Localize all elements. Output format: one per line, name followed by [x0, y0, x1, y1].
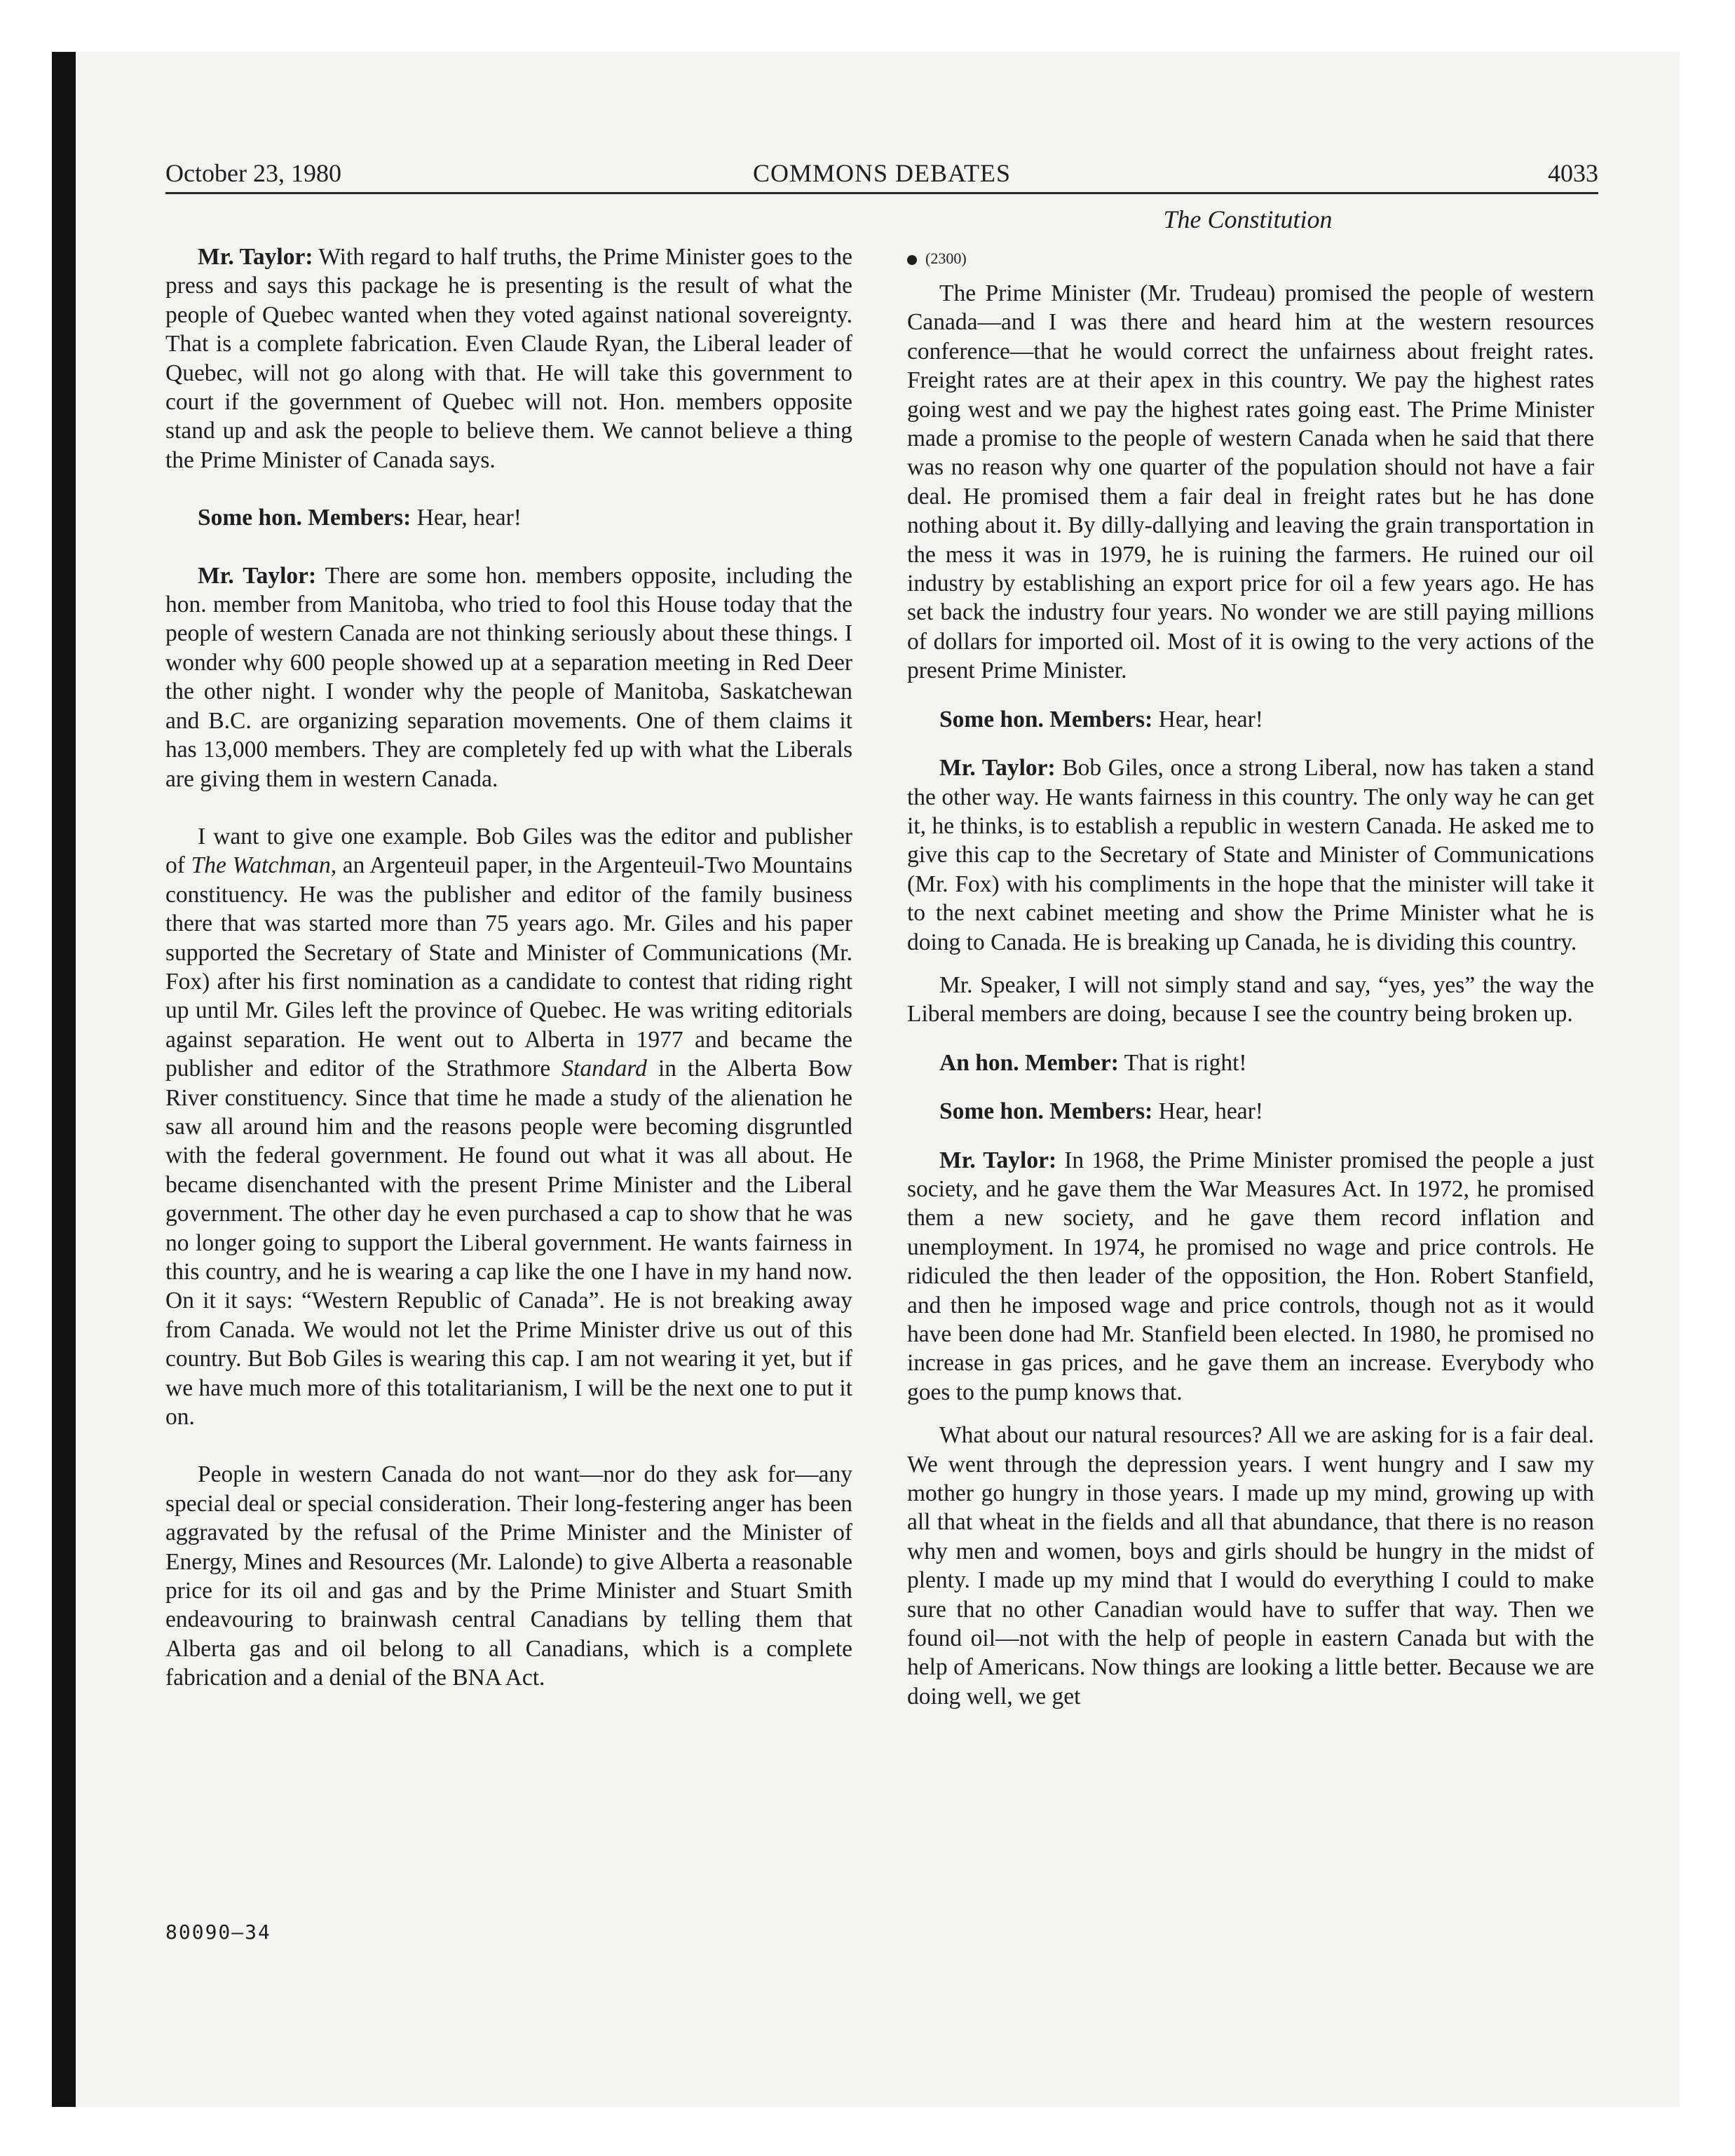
speaker-name: Some hon. Members: — [198, 505, 411, 531]
header-date: October 23, 1980 — [165, 159, 341, 187]
speaker-name: Some hon. Members: — [939, 1098, 1153, 1125]
speaker-name: Some hon. Members: — [939, 706, 1153, 732]
speech-text: What about our natural resources? All we are asking for is a fair deal. We went through the depression years. I went hungry and I saw my mother go hungry in those years. I made up my mind, growing up with all that wheat in the fields and all that abundance, that there is no reason why men and women, boys and girls should be hungry in the midst of plenty. I made up my mind that I would do everything I could to make sure that no other Canadian would have to suffer that way. Then we found oil—not with the help of people in eastern Canada but with the help of Americans. Now things are looking a little better. Because we are doing well, we get — [907, 1422, 1594, 1710]
speaker-name: Mr. Taylor: — [939, 755, 1056, 782]
speech-text: With regard to half truths, the Prime Minister goes to the press and says this package he is presenting is the result of what the people of Quebec wanted when they voted against national sovereignty. That is a complete fabrication. Even Claude Ryan, the Liberal leader of Quebec, will not go along with that. He will take this government to court if the government of Quebec will not. Hon. members opposite stand up and ask the people to believe them. We cannot believe a thing the Prime Minister of Canada says. — [165, 244, 852, 473]
paragraph — [165, 1460, 852, 1692]
header-journal-title: COMMONS DEBATES — [752, 159, 1012, 187]
section-title: The Constitution — [1163, 205, 1333, 233]
left-column — [165, 243, 852, 1693]
paragraph — [907, 971, 1594, 1029]
speech-text: People in western Canada do not want—nor do they ask for—any special deal or special consideration. Their long-festering anger has been aggravated by the refusal of the Prime Minister and the Minister of Energy, Mines and Resources (Mr. Lalonde) to give Alberta a reasonable price for its oil and gas and by the Prime Minister and Stuart Smith endeavouring to brainwash central Canadians by telling them that Alberta gas and oil belong to all Canadians, which is a complete fabrication and a denial of the BNA Act. — [165, 1461, 852, 1691]
paragraph — [165, 561, 852, 793]
speech-text: The Prime Minister (Mr. Trudeau) promised the people of western Canada—and I was there and heard him at the western resources conference—that he would correct the unfairness about freight rates. Freight rates are at their apex in this country. We pay the highest rates going west and we pay the highest rates going east. The Prime Minister made a promise to the people of western Canada when he said that there was no reason why one quarter of the population should not have a fair deal. He promised them a fair deal in freight rates but he has done nothing about it. By dilly-dallying and leaving the grain transportation in the mess it was in 1979, he is ruining the farmers. He ruined our oil industry by establishing an export price for oil a few years ago. He has set back the industry four years. No wonder we are still paying millions of dollars for imported oil. Most of it is owing to the very actions of the present Prime Minister. — [907, 280, 1594, 684]
newspaper-title: Standard — [562, 1056, 647, 1082]
paragraph — [165, 503, 852, 532]
paragraph — [907, 1097, 1594, 1126]
right-column — [907, 243, 1594, 1711]
page-header — [165, 156, 1598, 194]
speech-text: Hear, hear! — [1158, 706, 1263, 732]
paragraph — [907, 1049, 1594, 1077]
speech-text: That is right! — [1124, 1049, 1247, 1076]
speech-text: in the Alberta Bow River constituency. Since that time he made a study of the alienation he saw all around him and the reasons people were becoming disgruntled with the federal government. He found out what it was all about. He became disenchanted with the present Prime Minister and the Liberal government. The other day he even purchased a cap to show that he was no longer going to support the Liberal government. He wants fairness in this country, and he is wearing a cap like the one I have in my hand now. On it it says: “Western Republic of Canada”. He is not breaking away from Canada. We would not let the Prime Minister drive us out of this country. But Bob Giles is wearing this cap. I am not wearing it yet, but if we have much more of this totalitarianism, I will be the next one to put it on. — [165, 1056, 853, 1431]
speech-text: Hear, hear! — [416, 505, 522, 531]
scan-binding-edge — [52, 52, 76, 2107]
paragraph — [907, 1421, 1594, 1711]
time-marker — [907, 248, 1594, 269]
speaker-name: Mr. Taylor: — [198, 244, 313, 270]
speaker-name: An hon. Member: — [939, 1049, 1119, 1076]
speech-text: Bob Giles, once a strong Liberal, now has taken a stand the other way. He wants fairness in this country. The only way he can get it, he thinks, is to establish a republic in western Canada. He asked me to give this cap to the Secretary of State and Minister of Communications (Mr. Fox) with his compliments in the hope that the minister will take it to the next cabinet meeting and show the Prime Minister what he is doing to Canada. He is breaking up Canada, he is dividing this country. — [907, 755, 1594, 955]
bullet-icon — [907, 255, 917, 265]
speech-text: Hear, hear! — [1158, 1098, 1263, 1125]
paragraph — [165, 822, 852, 1432]
speech-text: I want to give one example. Bob Giles was the editor and publisher of — [165, 823, 852, 879]
speaker-name: Mr. Taylor: — [198, 562, 317, 589]
paragraph — [907, 705, 1594, 734]
paragraph — [907, 1146, 1594, 1407]
speech-text: Mr. Speaker, I will not simply stand and say, “yes, yes” the way the Liberal members are doing, because I see the country being broken up. — [907, 971, 1594, 1028]
time-marker-text: (2300) — [925, 250, 967, 267]
speech-text: There are some hon. members opposite, including the hon. member from Manitoba, who tried to fool this House today that the people of western Canada are not thinking seriously about these things. I wonder why 600 people showed up at a separation meeting in Red Deer the other night. I wonder why the people of Manitoba, Saskatchewan and B.C. are organizing separation movements. One of them claims it has 13,000 members. They are completely fed up with what the Liberals are giving them in western Canada. — [165, 562, 852, 792]
paragraph — [907, 279, 1594, 685]
newspaper-title: The Watchman, — [191, 852, 337, 879]
speech-text: In 1968, the Prime Minister promised the people a just society, and he gave them the War Measures Act. In 1972, he promised them a new society, and he gave them record inflation and unemployment. In 1974, he promised no wage and price controls. He ridiculed the then leader of the opposition, the Hon. Robert Stanfield, and then he imposed wage and price controls, though not as it would have been done had Mr. Stanfield been elected. In 1980, he promised no increase in gas prices, and he gave them an increase. Everybody who goes to the pump knows that. — [907, 1147, 1594, 1405]
header-page-number: 4033 — [1548, 159, 1598, 187]
paragraph — [907, 753, 1594, 957]
footer-code: 80090—34 — [165, 1920, 271, 1944]
speech-text: an Argenteuil paper, in the Argenteuil-Two Mountains constituency. He was the publisher and editor of the family business there that was started more than 75 years ago. Mr. Giles and his paper supported the Secretary of State and Minister of Communications (Mr. Fox) after his first nomination as a candidate to contest that riding right up until Mr. Giles left the province of Quebec. He was writing editorials against separation. He went out to Alberta in 1977 and became the publisher and editor of the Strathmore — [165, 852, 853, 1082]
speaker-name: Mr. Taylor: — [939, 1147, 1057, 1173]
paragraph — [165, 243, 852, 475]
